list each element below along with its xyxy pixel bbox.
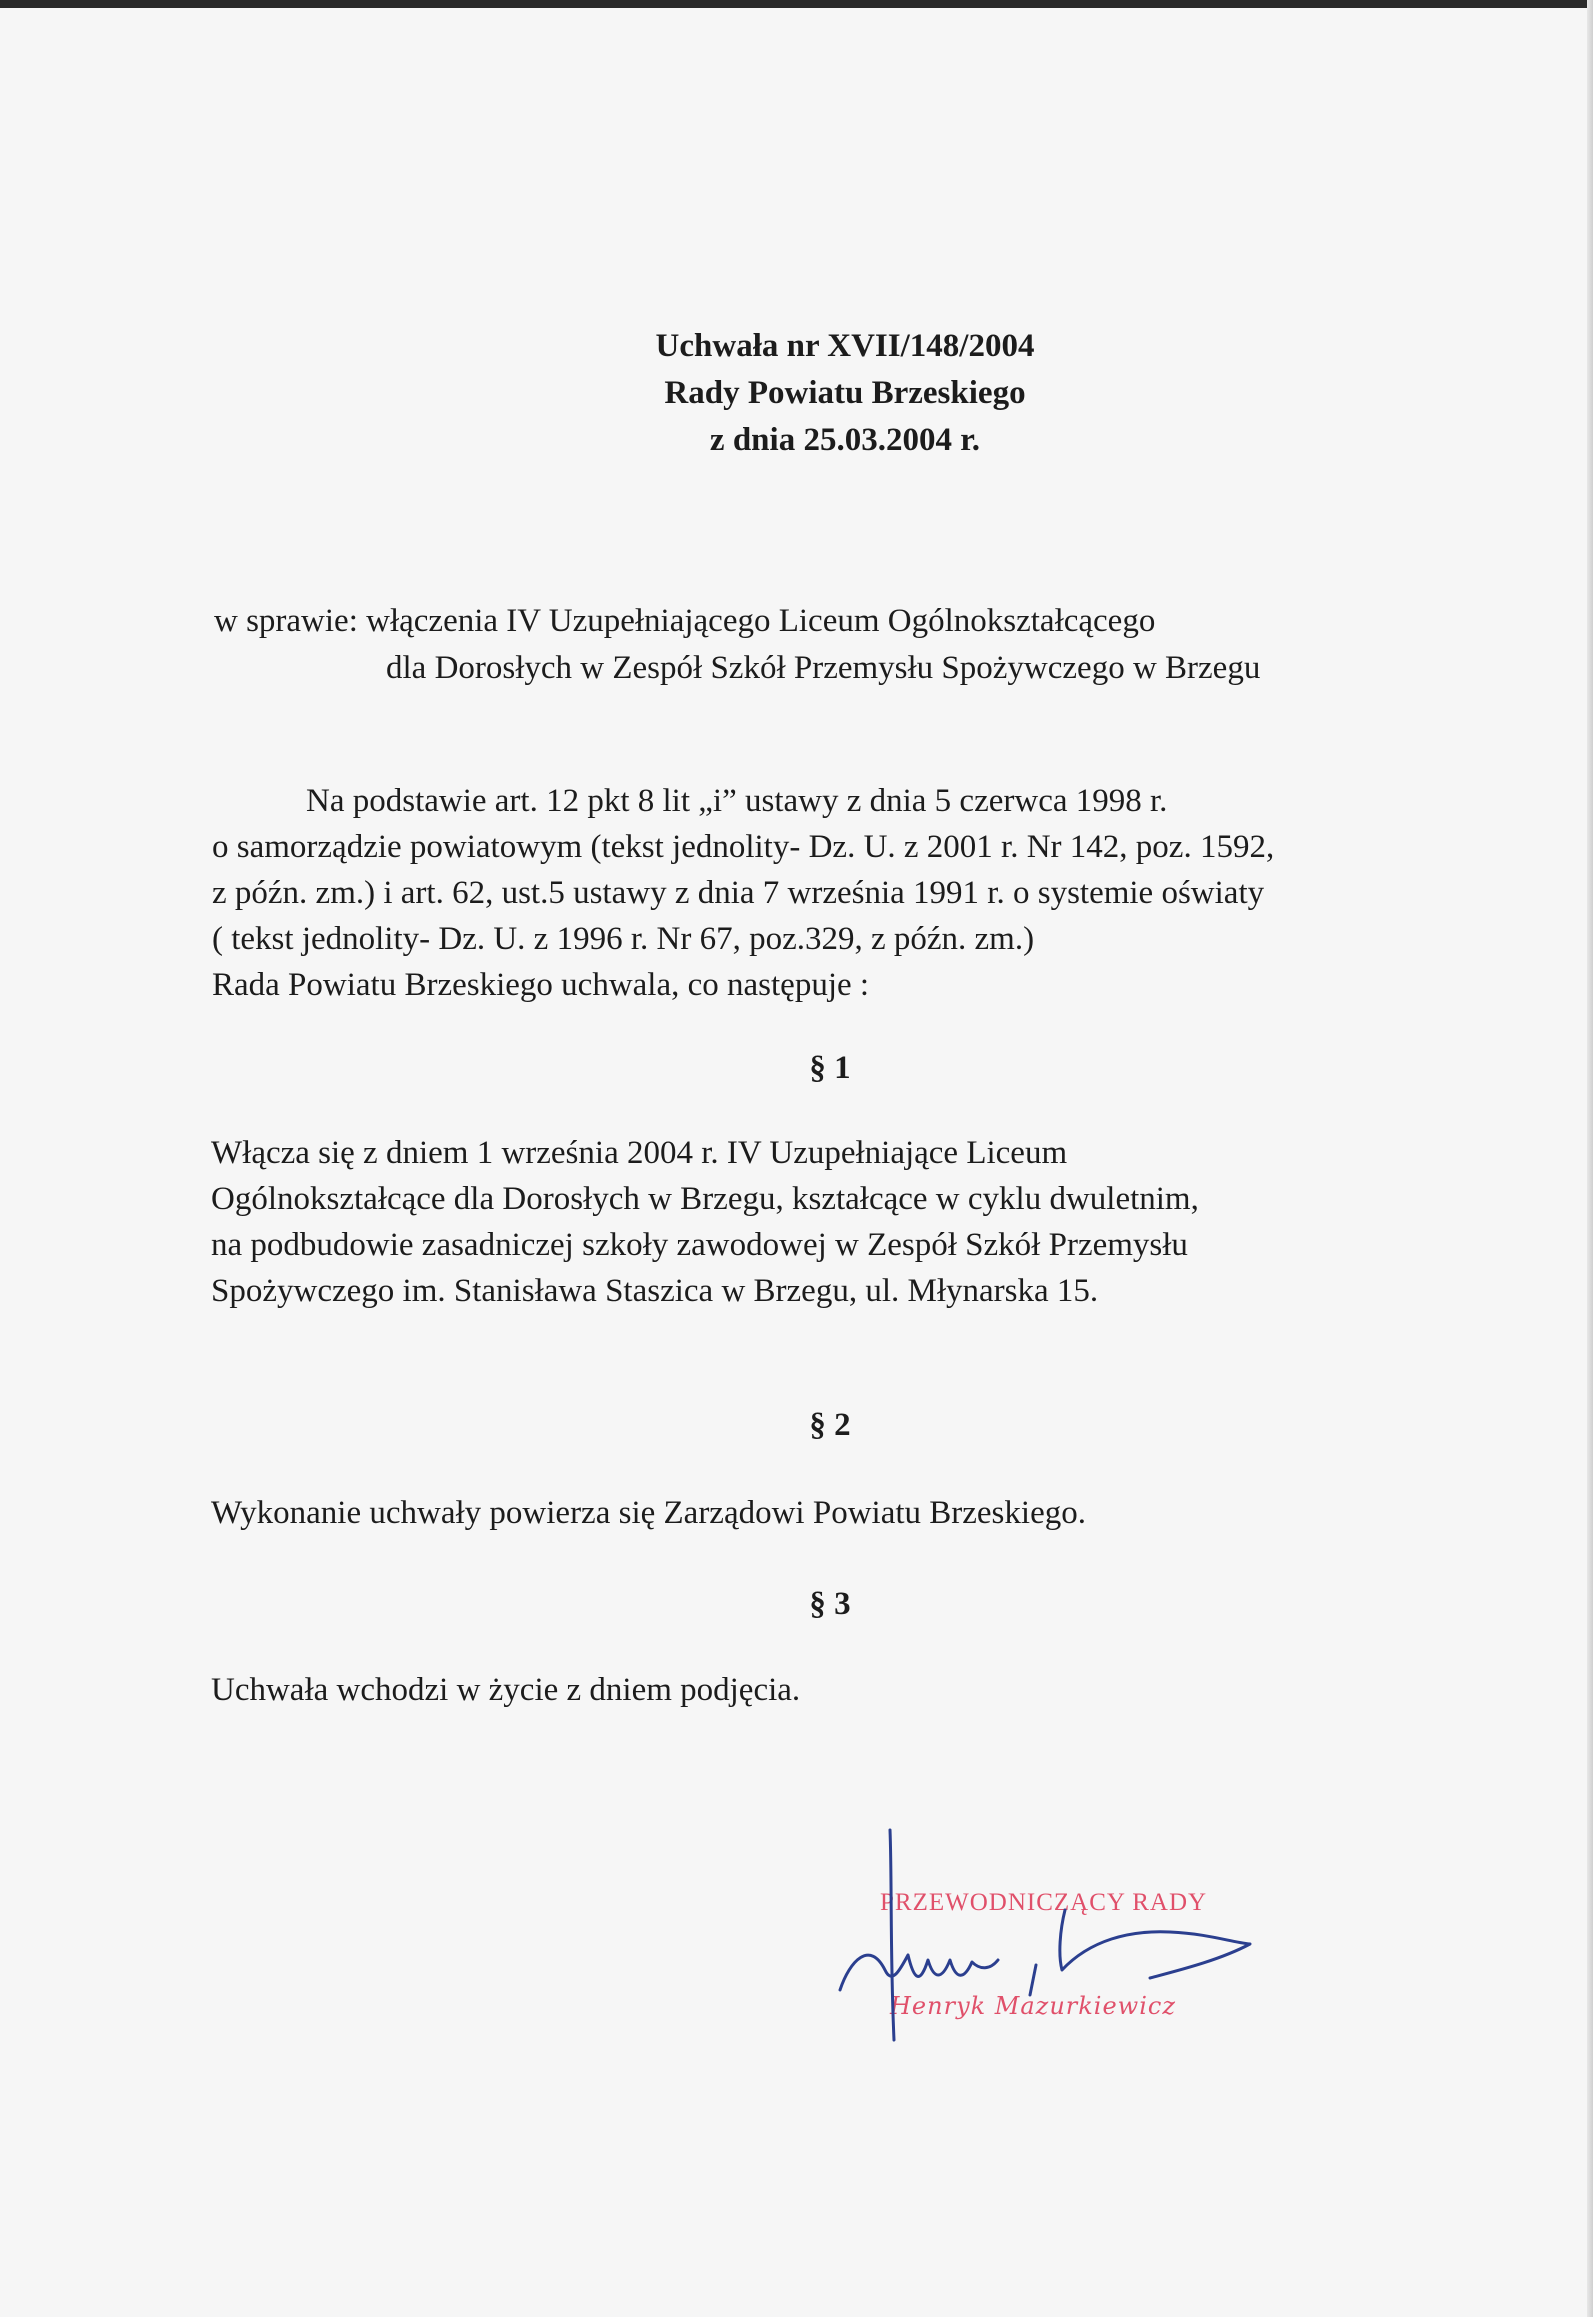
signature-stroke <box>1060 1910 1250 1978</box>
section-2-mark: § 2 <box>809 1407 851 1443</box>
resolution-issuer: Rady Powiatu Brzeskiego <box>664 375 1026 411</box>
resolution-number: Uchwała nr XVII/148/2004 <box>655 328 1035 364</box>
section-2-text <box>211 1490 1511 1536</box>
signature-stroke <box>890 1830 894 2040</box>
preamble-line: z późn. zm.) i art. 62, ust.5 ustawy z dnia 7 września 1991 r. o systemie oświaty <box>212 875 1265 911</box>
signature-stroke <box>840 1955 998 1990</box>
legal-basis-preamble <box>212 778 1512 1008</box>
subject-line: dla Dorosłych w Zespół Szkół Przemysłu Spożywczego w Brzegu <box>386 650 1261 686</box>
section-3-mark: § 3 <box>809 1586 851 1622</box>
section-1-mark: § 1 <box>809 1050 851 1086</box>
subject-line: w sprawie: włączenia IV Uzupełniającego Liceum Ogólnokształcącego <box>214 603 1156 639</box>
section-line: Wykonanie uchwały powierza się Zarządowi Powiatu Brzeskiego. <box>211 1495 1086 1531</box>
section-line: Spożywczego im. Stanisława Staszica w Brzegu, ul. Młynarska 15. <box>211 1273 1099 1309</box>
section-line: Włącza się z dniem 1 września 2004 r. IV Uzupełniające Liceum <box>211 1135 1068 1171</box>
preamble-line: Na podstawie art. 12 pkt 8 lit „i” ustawy z dnia 5 czerwca 1998 r. <box>306 783 1168 819</box>
stamp-name: Henryk Mazurkiewicz <box>890 1992 1176 2020</box>
stamp-title: PRZEWODNICZĄCY RADY <box>880 1889 1208 1916</box>
section-line: na podbudowie zasadniczej szkoły zawodowej w Zespół Szkół Przemysłu <box>211 1227 1188 1263</box>
handwritten-signature <box>830 1820 1290 2060</box>
preamble-line: o samorządzie powiatowym (tekst jednolity- Dz. U. z 2001 r. Nr 142, poz. 1592, <box>212 829 1275 865</box>
scan-top-edge <box>0 0 1593 8</box>
resolution-heading <box>0 323 1593 464</box>
section-line: Uchwała wchodzi w życie z dniem podjęcia. <box>211 1672 801 1708</box>
preamble-line: Rada Powiatu Brzeskiego uchwala, co następuje : <box>212 967 870 1003</box>
resolution-date: z dnia 25.03.2004 r. <box>709 422 981 458</box>
resolution-subject <box>214 598 1514 692</box>
section-3-text <box>211 1667 1511 1713</box>
signature-stroke <box>1030 1965 1036 1995</box>
section-1-text <box>211 1130 1511 1314</box>
preamble-line: ( tekst jednolity- Dz. U. z 1996 r. Nr 67, poz.329, z późn. zm.) <box>212 921 1035 957</box>
section-line: Ogólnokształcące dla Dorosłych w Brzegu, kształcące w cyklu dwuletnim, <box>211 1181 1199 1217</box>
